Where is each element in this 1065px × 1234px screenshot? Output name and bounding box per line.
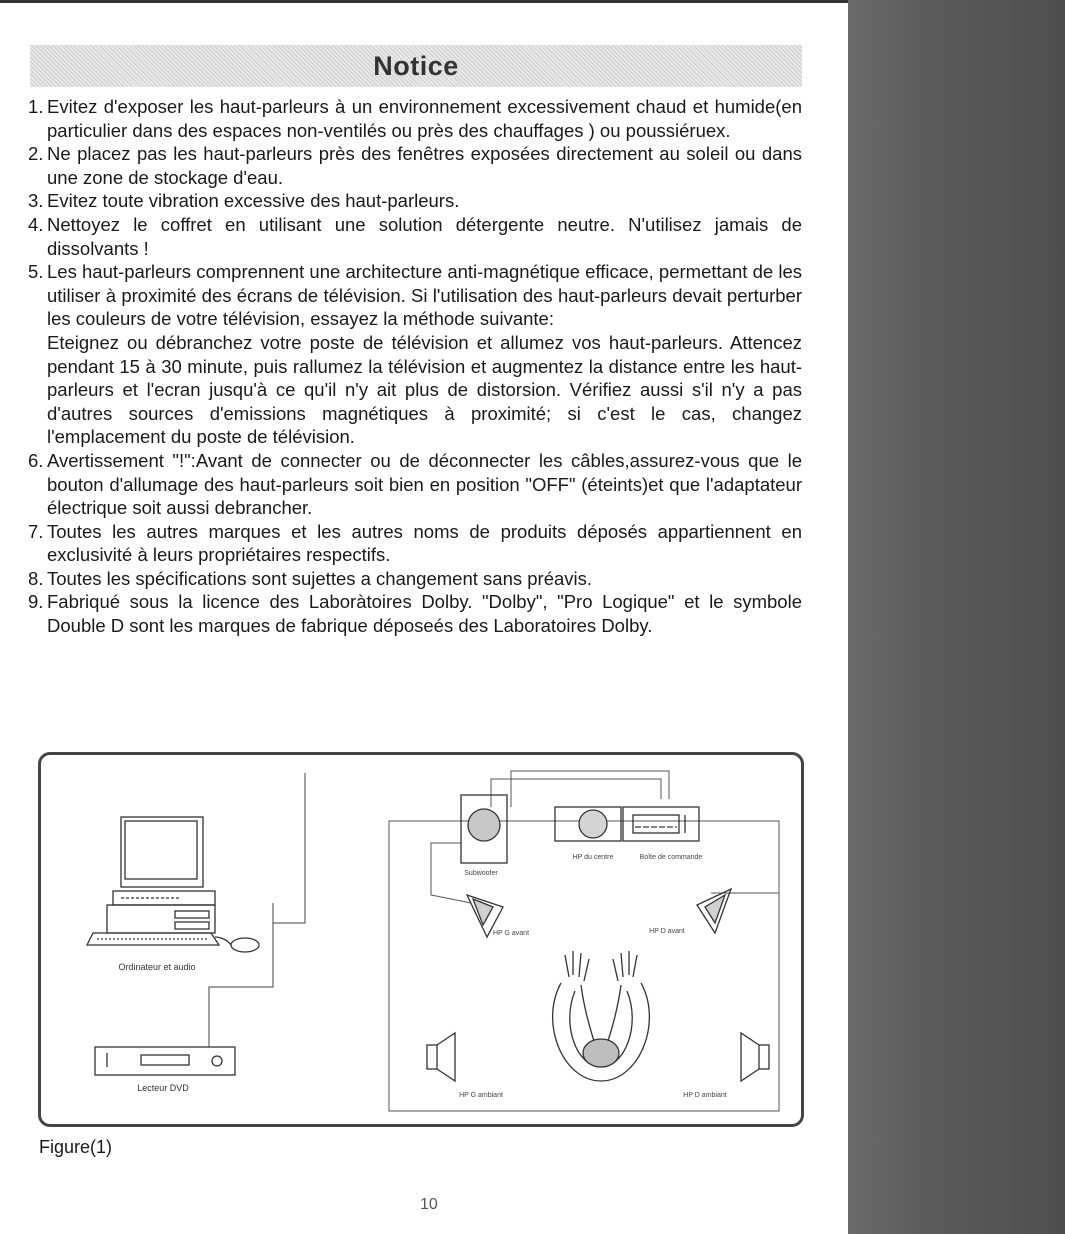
item-text: Toutes les spécifications sont sujettes a changement sans préavis. [47, 567, 593, 589]
notice-item-6 [28, 449, 802, 520]
item-text: Les haut-parleurs comprennent une architecture anti-magnétique efficace, permettant de les utiliser à proximité des écrans de télévision. Si l'utilisation des haut-parleurs devait perturber les couleurs de votre télévision, essayez la méthode suivante: [47, 261, 802, 330]
notice-item-2 [28, 142, 802, 189]
dvd-label: Lecteur DVD [137, 1083, 189, 1093]
front-right-label: HP D avant [649, 928, 685, 935]
dvd-player-icon [95, 1047, 235, 1075]
notice-title-bar [30, 45, 802, 87]
control-box-icon [623, 807, 699, 841]
item-number: 5. [28, 261, 44, 283]
item-text: Evitez toute vibration excessive des haut-parleurs. [47, 190, 460, 212]
front-left-label: HP G avant [492, 930, 530, 937]
notice-item-3 [28, 189, 802, 213]
item-subtext: Eteignez ou débranchez votre poste de télévision et allumez vos haut-parleurs. Attencez pendant 15 à 30 minute, puis rallumez la télévision et augmentez la distance entre les haut-parleurs et l'ecran jusqu'à ce qu'il n'y ait plus de distorsion. Vérifiez aussi s'il n'y a pas d'autres sources d'emissions magnétiques à proximité; si c'est le cas, changez l'emplacement du poste de télévision. [47, 331, 802, 448]
center-speaker-icon [555, 807, 621, 841]
control-box-label: Boîte de commande [639, 854, 703, 861]
item-text: Ne placez pas les haut-parleurs près des fenêtres exposées directement au soleil ou dans une zone de stockage d'eau. [47, 143, 802, 188]
notice-item-9 [28, 590, 802, 637]
item-number: 6. [28, 449, 44, 471]
notice-item-8 [28, 567, 802, 591]
notice-list [28, 95, 802, 638]
item-number: 7. [28, 520, 44, 542]
item-text: Nettoyez le coffret en utilisant une solution détergente neutre. N'utilisez jamais de dissolvants ! [47, 213, 802, 259]
item-number: 1. [28, 96, 44, 117]
item-number: 2. [28, 143, 44, 165]
item-text: Evitez d'exposer les haut-parleurs à un environnement excessivement chaud et humide(en particulier dans des espaces non-ventilés ou près des chauffages ) ou poussiéruex. [47, 96, 802, 141]
computer-icon [87, 817, 259, 952]
item-number: 8. [28, 567, 44, 589]
notice-item-7 [28, 520, 802, 567]
notice-item-1 [28, 95, 802, 142]
notice-item-5 [28, 260, 802, 449]
item-text: Avertissement "!":Avant de connecter ou de déconnecter les câbles,assurez-vous que le bouton d'allumage des haut-parleurs soit bien en position "OFF" (éteints)et que l'adaptateur électrique soit aussi debrancher. [47, 449, 802, 519]
figure-caption: Figure(1) [39, 1137, 113, 1157]
page-number: 10 [420, 1196, 438, 1213]
subwoofer-icon [461, 795, 507, 863]
rear-right-speaker-icon [741, 1033, 769, 1081]
connection-diagram [38, 752, 804, 1127]
rear-left-label: HP G ambiant [459, 1092, 503, 1099]
item-number: 3. [28, 190, 44, 212]
diagram-svg [41, 755, 801, 1124]
center-label: HP du centre [572, 854, 614, 861]
subwoofer-label: Subwoofer [464, 870, 498, 877]
item-number: 4. [28, 213, 44, 235]
scan-edge-band [848, 0, 1065, 1234]
pc-to-system-cable [209, 773, 305, 1047]
item-text: Toutes les autres marques et les autres noms de produits déposés appartiennent en exclusivité à leurs propriétaires respectifs. [47, 520, 802, 566]
item-text: Fabriqué sous la licence des Laboràtoires Dolby. "Dolby", "Pro Logique" et le symbole Double D sont les marques de fabrique déposeés des Laboratoires Dolby. [47, 591, 802, 637]
front-right-speaker-icon [697, 889, 731, 933]
top-border-rule [0, 0, 848, 3]
item-number: 9. [28, 591, 44, 613]
rear-left-speaker-icon [427, 1033, 455, 1081]
notice-item-4 [28, 213, 802, 260]
rear-right-label: HP D ambiant [683, 1092, 727, 1099]
computer-label: Ordinateur et audio [118, 962, 196, 972]
listener-icon [553, 951, 650, 1081]
page-title: Notice [373, 50, 459, 81]
